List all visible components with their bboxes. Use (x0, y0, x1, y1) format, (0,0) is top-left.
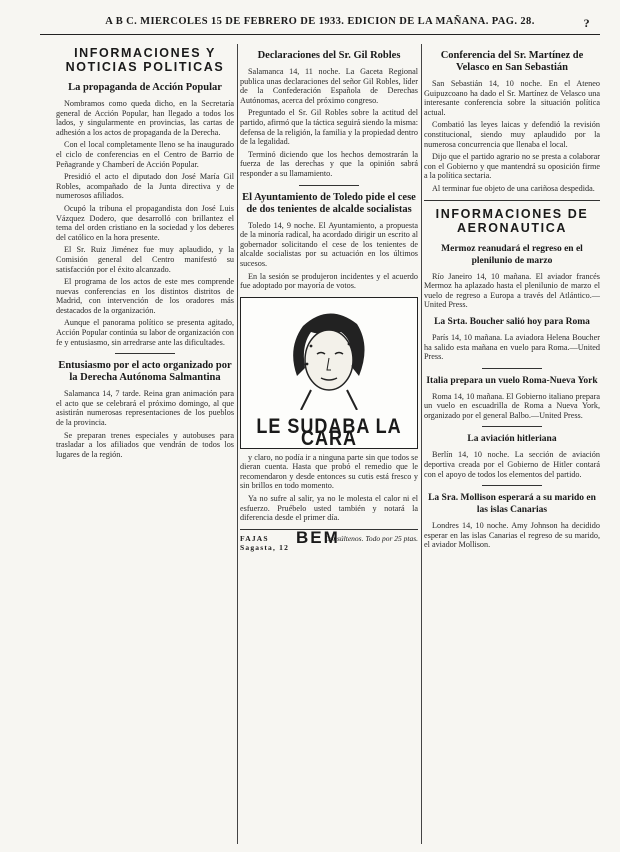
woman-illustration-icon (281, 306, 377, 410)
article-headline: Italia prepara un vuelo Roma-Nueva York (426, 375, 598, 386)
article-headline: Declaraciones del Sr. Gil Robles (257, 50, 401, 61)
paragraph: Preguntado el Sr. Gil Robles sobre la actitud del partido, afirmó que la táctica seguirá siendo la misma: defensa de la religión, la familia y la propiedad dentro de la legalidad. (240, 108, 418, 147)
paragraph: Río Janeiro 14, 10 mañana. El aviador francés Mermoz ha aplazado hasta el plenilunio de marzo el vuelo de regreso a Europa a través del Atlántico.—United Press. (424, 271, 600, 310)
header-line: A B C. MIERCOLES 15 DE FEBRERO DE 1933. EDICION DE LA MAÑANA. PAG. 28. (105, 16, 535, 27)
divider (424, 200, 600, 201)
paragraph: Salamanca 14, 7 tarde. Reina gran animación para el acto que se celebrará el próximo domingo, al que asistirán numerosas representaciones de los pueblos de la provincia. (56, 389, 234, 428)
column-middle (240, 44, 418, 844)
paragraph: Roma 14, 10 mañana. El Gobierno italiano prepara un vuelo en escuadrilla de Roma a Nueva York, organizado por el general Balbo.—United Press. (424, 391, 600, 420)
paragraph: Se preparan trenes especiales y autobuses para trasladar a los afiliados que vendrán de todos los lugares de la región. (56, 430, 234, 459)
divider (482, 485, 542, 486)
page-header (40, 16, 600, 35)
article-headline: El Ayuntamiento de Toledo pide el cese de dos tenientes de alcalde socialistas (242, 191, 416, 215)
article-headline: La Sra. Mollison esperará a su marido en las islas Canarias (428, 493, 596, 516)
article-headline: La propaganda de Acción Popular (68, 82, 222, 93)
paragraph: Berlín 14, 10 noche. La sección de aviación deportiva creada por el Gobierno de Hitler contará con el apoyo de todos los elementos del partido. (424, 450, 600, 479)
paragraph: Nombramos como queda dicho, en la Secretaría general de Acción Popular, han llegado a todos los lados, y singularmente en provincias, las cartas de adhesión a los actos de propaganda de la Derecha. (56, 99, 234, 137)
paragraph: París 14, 10 mañana. La aviadora Helena Boucher ha salido esta mañana en vuelo para Roma.—United Press. (424, 332, 600, 362)
paragraph: El programa de los actos de este mes comprende nuevas conferencias en los distintos distritos de Madrid, con intervención de los oradores más destacados de la organización. (56, 277, 234, 315)
paragraph: Con el local completamente lleno se ha inaugurado el ciclo de conferencias en el Centro de Barrio de Peñagrande y Chamberí de Acción Popular. (56, 140, 234, 169)
article-headline: La aviación hitleriana (467, 434, 557, 445)
paragraph: Aunque el panorama político se presenta agitado, Acción Popular continúa su labor de organización con fe y entusiasmo, sin arredrarse ante las dificultades. (56, 318, 234, 347)
divider (299, 185, 359, 186)
paragraph: Combatió las leyes laicas y defendió la revisión constitucional, siendo muy aplaudido por la numerosa concurrencia que llenaba el local. (424, 120, 600, 149)
paragraph: Ocupó la tribuna el propagandista don José Luis Vázquez Dodero, que desarrolló con brillantez el tema del orden cristiano en la sociedad y los deberes del católico en la hora presente. (56, 203, 234, 242)
column-rule (421, 44, 422, 844)
advertisement (240, 297, 418, 449)
paragraph: Toledo 14, 9 noche. El Ayuntamiento, a propuesta de la minoría radical, ha acordado dirigir un escrito al gobernador solicitando el cese de los tenientes de alcalde socialistas por su actuación en los últimos sucesos. (240, 220, 418, 268)
paragraph: San Sebastián 14, 10 noche. En el Ateneo Guipuzcoano ha dado el Sr. Martínez de Velasco una interesante conferencia sobre la situación política actual. (424, 79, 600, 117)
paragraph: El Sr. Ruiz Jiménez fue muy aplaudido, y la Comisión general del Centro manifestó su satisfacción por el éxito alcanzado. (56, 245, 234, 274)
article-headline: Entusiasmo por el acto organizado por la Derecha Autónoma Salmantina (58, 360, 232, 384)
article-headline: La Srta. Boucher salió hoy para Roma (434, 316, 590, 327)
article-headline: Conferencia del Sr. Martínez de Velasco en San Sebastián (440, 50, 584, 73)
divider (482, 426, 542, 427)
divider (115, 353, 175, 354)
divider (482, 368, 542, 369)
ad-right-text: Consúltenos. Todo por 25 ptas. (324, 533, 418, 543)
paragraph: En la sesión se produjeron incidentes y el acuerdo fue adoptado por mayoría de votos. (240, 271, 418, 291)
column-right (424, 44, 600, 844)
paragraph: Presidió el acto el diputado don José María Gil Robles, acompañado de la Junta directiva y de numerosos afiliados. (56, 172, 234, 201)
column-left (56, 44, 234, 844)
paragraph: Ya no sufre al salir, ya no le molesta el calor ni el esfuerzo. Pruébelo usted también y notará la diferencia desde el primer día. (240, 494, 418, 523)
paragraph: Dijo que el partido agrario no se presta a colaborar con el Gobierno y que mantendrá su oposición firme a la política sectaria. (424, 152, 600, 181)
column-rule (237, 44, 238, 844)
section-title: INFORMACIONES DE AERONAUTICA (435, 206, 589, 235)
ad-headline: LE SUDABA LA CARA (256, 413, 402, 449)
paragraph: y claro, no podía ir a ninguna parte sin que todos se dieran cuenta. Hasta que probó el remedio que le recomendaron y desde entonces su cutis está fresco y sin brillos en todo momento. (240, 452, 418, 491)
paragraph: Terminó diciendo que los hechos demostrarán la fuerza de las derechas y que la opinión sabrá responder a su llamamiento. (240, 149, 418, 178)
ad-left-text: FAJAS Sagasta, 12 (240, 533, 290, 552)
paragraph: Londres 14, 10 noche. Amy Johnson ha decidido esperar en las islas Canarias el regreso de su marido, el aviador Mollison. (424, 521, 600, 550)
fajas-advertisement (240, 529, 418, 560)
section-title: INFORMACIONES Y NOTICIAS POLITICAS (65, 46, 225, 74)
article-headline: Mermoz reanudará el regreso en el plenilunio de marzo (441, 243, 583, 266)
header-mark: ? (583, 16, 590, 30)
paragraph: Al terminar fue objeto de una cariñosa despedida. (432, 183, 595, 193)
ad-brand: BEM (296, 527, 340, 547)
paragraph: Salamanca 14, 11 noche. La Gaceta Regional publica unas declaraciones del señor Gil Robles, líder de la Confederación Española de Derechas Autónomas, acerca del próximo congreso. (240, 67, 418, 105)
